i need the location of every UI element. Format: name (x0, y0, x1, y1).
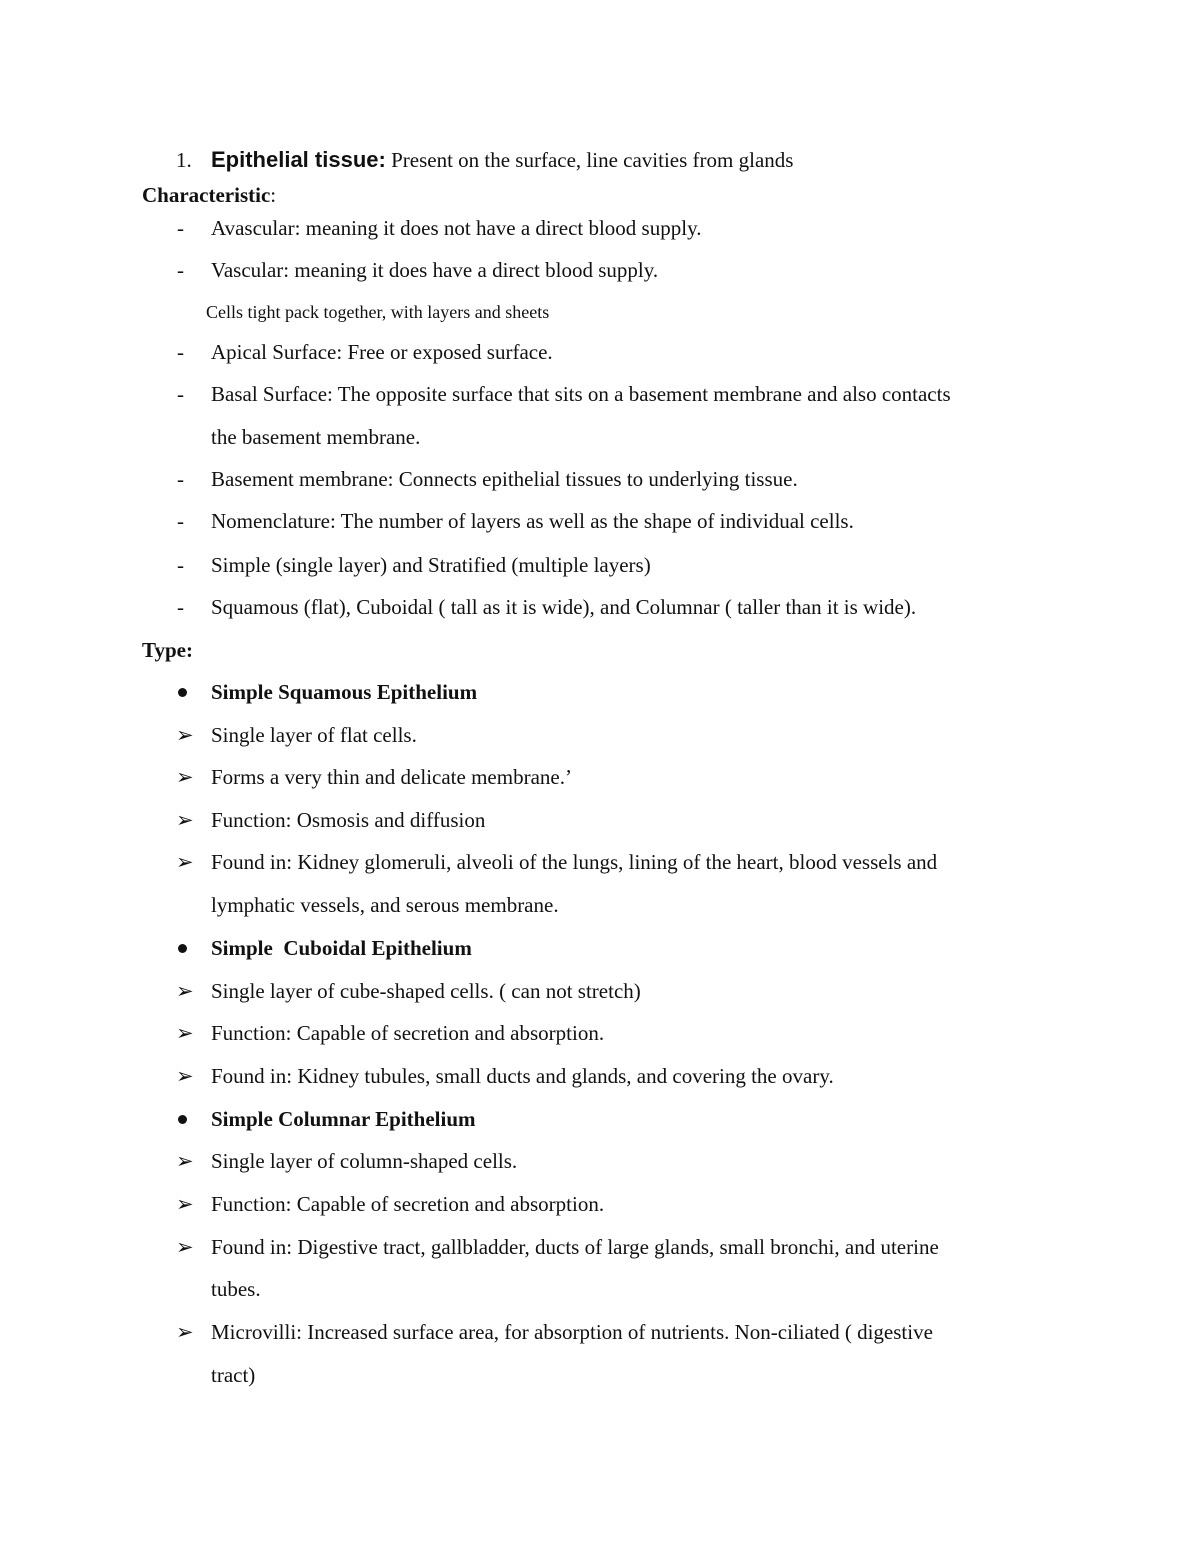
dash-marker: - (177, 553, 184, 577)
type-point-text: Function: Osmosis and diffusion (211, 808, 486, 832)
arrow-bullet-icon: ➢ (176, 1149, 194, 1173)
arrow-bullet-icon: ➢ (176, 1064, 194, 1088)
type-point-text: Single layer of cube-shaped cells. ( can not stretch) (211, 979, 641, 1003)
characteristic-item-text: Basement membrane: Connects epithelial tissues to underlying tissue. (211, 467, 798, 491)
type-point-text: Found in: Digestive tract, gallbladder, ducts of large glands, small bronchi, and uterine (211, 1235, 939, 1259)
bullet-dot-icon (178, 1115, 187, 1124)
arrow-bullet-icon: ➢ (176, 1320, 194, 1344)
arrow-bullet-icon: ➢ (176, 765, 194, 789)
type-point-text: Microvilli: Increased surface area, for absorption of nutrients. Non-ciliated ( digestive (211, 1320, 933, 1344)
characteristic-item-text: Squamous (flat), Cuboidal ( tall as it is wide), and Columnar ( taller than it is wide). (211, 595, 917, 619)
bullet-dot-icon (178, 944, 187, 953)
arrow-bullet-icon: ➢ (176, 1021, 194, 1045)
characteristic-item-text: Basal Surface: The opposite surface that sits on a basement membrane and also contacts (211, 382, 951, 406)
characteristic-continuation-text: the basement membrane. (211, 425, 421, 449)
type-point-text: Function: Capable of secretion and absorption. (211, 1192, 605, 1216)
characteristic-item-text: Apical Surface: Free or exposed surface. (211, 340, 553, 364)
type-point-text: Found in: Kidney tubules, small ducts and glands, and covering the ovary. (211, 1064, 834, 1088)
characteristic-label: Characteristic: (142, 183, 277, 207)
characteristic-item-text: Simple (single layer) and Stratified (multiple layers) (211, 553, 651, 577)
arrow-bullet-icon: ➢ (176, 1235, 194, 1259)
heading-title: Epithelial tissue: (211, 147, 386, 172)
type-point-text: Function: Capable of secretion and absorption. (211, 1021, 605, 1045)
characteristic-note-text: Cells tight pack together, with layers and sheets (206, 302, 550, 322)
heading-line (211, 147, 793, 173)
dash-marker: - (177, 595, 184, 619)
type-point-continuation-text: tubes. (211, 1277, 261, 1301)
dash-marker: - (177, 258, 184, 282)
characteristic-item-text: Vascular: meaning it does have a direct blood supply. (211, 258, 659, 282)
type-point-continuation-text: lymphatic vessels, and serous membrane. (211, 893, 559, 917)
heading-description: Present on the surface, line cavities from glands (385, 148, 794, 172)
characteristic-item-text: Avascular: meaning it does not have a direct blood supply. (211, 216, 702, 240)
type-heading-text: Simple Cuboidal Epithelium (211, 936, 472, 960)
type-heading-text: Simple Squamous Epithelium (211, 680, 478, 704)
type-heading-text: Simple Columnar Epithelium (211, 1107, 476, 1131)
dash-marker: - (177, 340, 184, 364)
type-point-text: Found in: Kidney glomeruli, alveoli of the lungs, lining of the heart, blood vessels and (211, 850, 938, 874)
arrow-bullet-icon: ➢ (176, 979, 194, 1003)
dash-marker: - (177, 509, 184, 533)
characteristic-item-text: Nomenclature: The number of layers as well as the shape of individual cells. (211, 509, 854, 533)
arrow-bullet-icon: ➢ (176, 808, 194, 832)
heading-number: 1. (176, 148, 192, 172)
dash-marker: - (177, 382, 184, 406)
type-point-text: Single layer of flat cells. (211, 723, 417, 747)
type-label: Type: (142, 638, 193, 662)
type-point-continuation-text: tract) (211, 1363, 256, 1387)
arrow-bullet-icon: ➢ (176, 723, 194, 747)
type-point-text: Single layer of column-shaped cells. (211, 1149, 518, 1173)
dash-marker: - (177, 467, 184, 491)
arrow-bullet-icon: ➢ (176, 850, 194, 874)
dash-marker: - (177, 216, 184, 240)
type-point-text: Forms a very thin and delicate membrane.’ (211, 765, 572, 789)
arrow-bullet-icon: ➢ (176, 1192, 194, 1216)
bullet-dot-icon (178, 688, 187, 697)
